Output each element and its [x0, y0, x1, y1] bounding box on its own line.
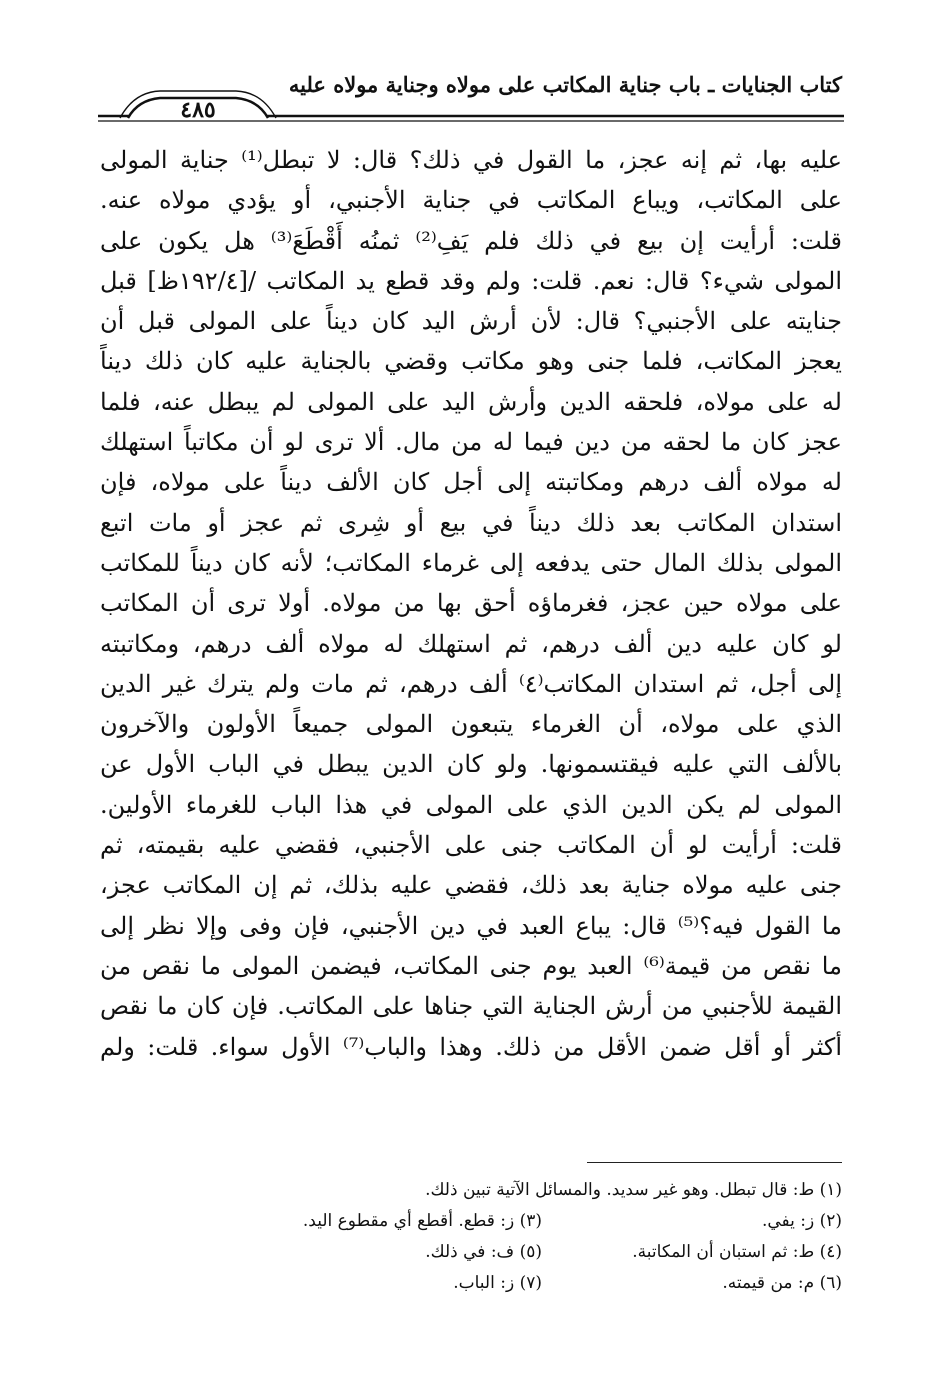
- text-line: قلت: أرأيت لو أن المكاتب جنى على الأجنبي، فقضي عليه بقيمته، ثم: [100, 831, 842, 860]
- header-rule: [98, 88, 844, 128]
- text-line: أكثر أو أقل ضمن الأقل من ذلك. وهذا والباب⁽⁷⁾ الأول سواء. قلت: ولم: [100, 1032, 842, 1061]
- text-line: المولى شيء؟ قال: نعم. قلت: ولم وقد قطع يد المكاتب /[١٩٢/٤ظ] قبل: [100, 266, 842, 295]
- text-line: الذي على مولاه، أن الغرماء يتبعون المولى جميعاً الأولون والآخرون: [100, 710, 842, 739]
- footnote-row: [100, 1175, 842, 1206]
- page-number: ٤٨٥: [180, 97, 216, 123]
- footnote: (١) ط: قال تبطل. وهو غير سديد. والمسائل الآتية تبين ذلك.: [425, 1180, 842, 1200]
- footnote: (٧) ز: الباب.: [453, 1273, 542, 1293]
- text-line: القيمة للأجنبي من أرش الجناية التي جناها على المكاتب. فإن كان ما نقص: [100, 992, 842, 1021]
- text-line: استدان المكاتب بعد ذلك ديناً في بيع أو شِرى ثم عجز أو مات اتبع: [100, 508, 842, 537]
- footnote: (٤) ط: ثم استبان أن المكاتبة.: [632, 1242, 842, 1262]
- text-line: ما نقص من قيمة⁽⁶⁾ العبد يوم جنى المكاتب، فيضمن المولى ما نقص من: [100, 951, 842, 980]
- text-line: المولى بذلك المال حتى يدفعه إلى غرماء المكاتب؛ لأنه كان ديناً للمكاتب: [100, 548, 842, 577]
- text-line: المولى لم يكن الدين الذي على المولى في هذا الباب للغرماء الأولين.: [100, 790, 842, 819]
- text-line: عليه بها، ثم إنه عجز، ما القول في ذلك؟ قال: لا تبطل⁽¹⁾ جناية المولى: [100, 146, 842, 174]
- footnotes: [100, 1175, 842, 1299]
- text-line: إلى أجل، ثم استدان المكاتب⁽٤⁾ ألف درهم، ثم مات ولم يترك غير الدين: [100, 669, 842, 698]
- text-line: يعجز المكاتب، فلما جنى وهو مكاتب وقضي بالجناية عليه كان ذلك ديناً: [100, 347, 842, 376]
- text-line: لو كان عليه دين ألف درهم، ثم استهلك له مولاه ألف درهم، ومكاتبته: [100, 629, 842, 658]
- text-line: قلت: أرأيت إن بيع في ذلك فلم يَفِ⁽²⁾ ثمنُه أَقْطَعَ⁽³⁾ هل يكون على: [100, 226, 842, 255]
- footnote: (٣) ز: قطع. أقطع أي مقطوع اليد.: [302, 1211, 542, 1231]
- text-line: بالألف التي عليه فيقتسمونها. ولو كان الدين يبطل في الباب الأول عن: [100, 750, 842, 779]
- text-line: له على مولاه، فلحقه الدين وأرش اليد على المولى لم يبطل عنه، فلما: [100, 387, 842, 416]
- text-line: له مولاه ألف درهم ومكاتبته إلى أجل كان الألف ديناً على مولاه، فإن: [100, 468, 842, 497]
- footnote: (٥) ف: في ذلك.: [425, 1242, 542, 1262]
- footnote-row: [100, 1237, 842, 1268]
- text-line: عجز كان ما لحقه من دين فيما له من مال. ألا ترى لو أن مكاتباً استهلك: [100, 428, 842, 457]
- text-line: على المكاتب، ويباع المكاتب في جناية الأجنبي، أو يؤدي مولاه عنه.: [100, 186, 842, 215]
- footnote: (٢) ز: يفي.: [761, 1211, 842, 1231]
- text-line: جنى عليه مولاه جناية بعد ذلك، فقضي عليه بذلك، ثم إن المكاتب عجز،: [100, 871, 842, 900]
- text-line: على مولاه حين عجز، فغرماؤه أحق بها من مولاه. أولا ترى أن المكاتب: [100, 589, 842, 618]
- main-text: [100, 140, 842, 1067]
- running-header-title: كتاب الجنايات ـ باب جناية المكاتب على مولاه وجناية مولاه عليه: [288, 72, 842, 97]
- footnote-row: [100, 1206, 842, 1237]
- footnote-row: [100, 1268, 842, 1299]
- footnote: (٦) م: من قيمته.: [722, 1273, 842, 1293]
- footnote-separator: [587, 1162, 842, 1163]
- text-line: جنايته على الأجنبي؟ قال: لأن أرش اليد كان ديناً على المولى قبل أن: [100, 307, 842, 336]
- text-line: ما القول فيه؟⁽⁵⁾ قال: يباع العبد في دين الأجنبي، فإن وفى وإلا نظر إلى: [100, 911, 842, 940]
